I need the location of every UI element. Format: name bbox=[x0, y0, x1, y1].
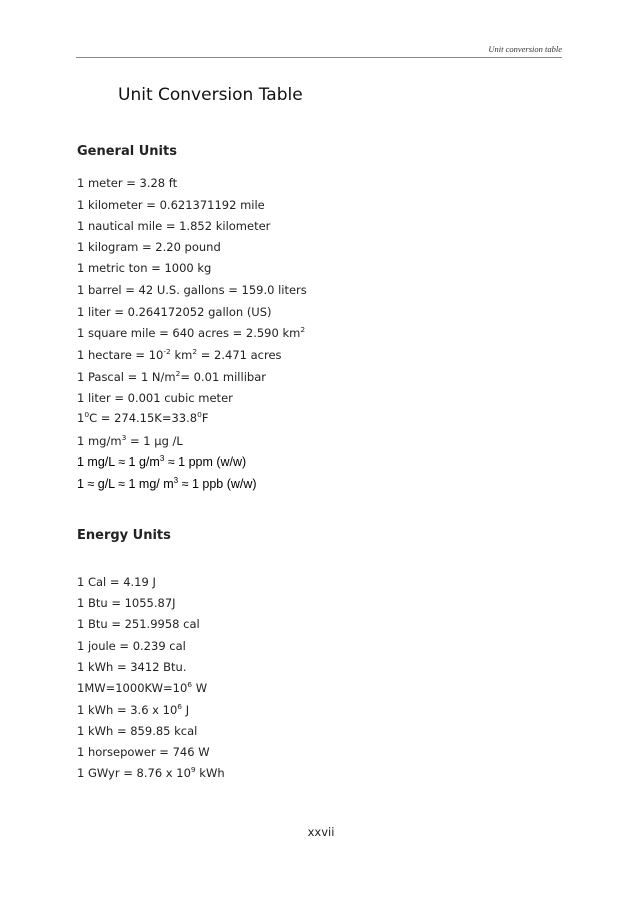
conversion-line: 1 kilometer = 0.621371192 mile bbox=[77, 198, 265, 212]
section-heading-general: General Units bbox=[77, 144, 177, 159]
page-number: xxvii bbox=[307, 825, 335, 839]
conversion-line: 1 liter = 0.001 cubic meter bbox=[77, 391, 233, 405]
conversion-line: $1^0C = 274.15K=33.8^0F$ bbox=[77, 410, 209, 425]
conversion-line: 1 Btu = 251.9958 cal bbox=[77, 617, 200, 631]
conversion-line: 1 metric ton = 1000 kg bbox=[77, 261, 212, 275]
conversion-line: 1 kWh = 859.85 kcal bbox=[77, 724, 198, 738]
page-title: Unit Conversion Table bbox=[118, 85, 303, 105]
conversion-line: 1 meter = 3.28 ft bbox=[77, 176, 178, 190]
conversion-line: 1 kWh = 3.6 x $10^6$ J bbox=[77, 702, 190, 717]
conversion-line: 1 $mg/m^3 = 1$ µg /L bbox=[77, 433, 183, 448]
conversion-line: 1 horsepower = 746 W bbox=[77, 745, 210, 759]
header-rule bbox=[76, 57, 562, 58]
conversion-line: 1 kilogram = 2.20 pound bbox=[77, 240, 221, 254]
conversion-line: $1MW=1000KW=10^6$ W bbox=[77, 680, 208, 695]
running-header: Unit conversion table bbox=[488, 44, 562, 54]
conversion-line: 1 joule = 0.239 cal bbox=[77, 639, 186, 653]
conversion-line: 1 kWh = 3412 Btu. bbox=[77, 660, 187, 674]
conversion-line: 1 ≈ g/L ≈ 1 mg/ $m^3 \approx 1$ ppb (w/w) bbox=[77, 475, 257, 491]
conversion-line: 1 square mile = 640 acres = 2.590 $km^2$ bbox=[77, 325, 306, 340]
conversion-line: 1 hectare = $10^{-2}$ $km^2 = 2.471$ acres bbox=[77, 347, 282, 362]
conversion-line: 1 Pascal = 1 $N/m^2= 0.01$ millibar bbox=[77, 369, 266, 384]
section-heading-energy: Energy Units bbox=[77, 528, 171, 543]
conversion-line: 1 Btu = 1055.87J bbox=[77, 596, 176, 610]
conversion-line: 1 barrel = 42 U.S. gallons = 159.0 liters bbox=[77, 283, 307, 297]
conversion-line: 1 mg/L ≈ 1 $g/m^3 \approx 1$ ppm (w/w) bbox=[77, 453, 247, 469]
conversion-line: 1 Cal = 4.19 J bbox=[77, 575, 156, 589]
conversion-line: 1 GWyr = 8.76 x $10^9$ kWh bbox=[77, 765, 225, 780]
conversion-line: 1 nautical mile = 1.852 kilometer bbox=[77, 219, 271, 233]
conversion-line: 1 liter = 0.264172052 gallon (US) bbox=[77, 305, 272, 319]
